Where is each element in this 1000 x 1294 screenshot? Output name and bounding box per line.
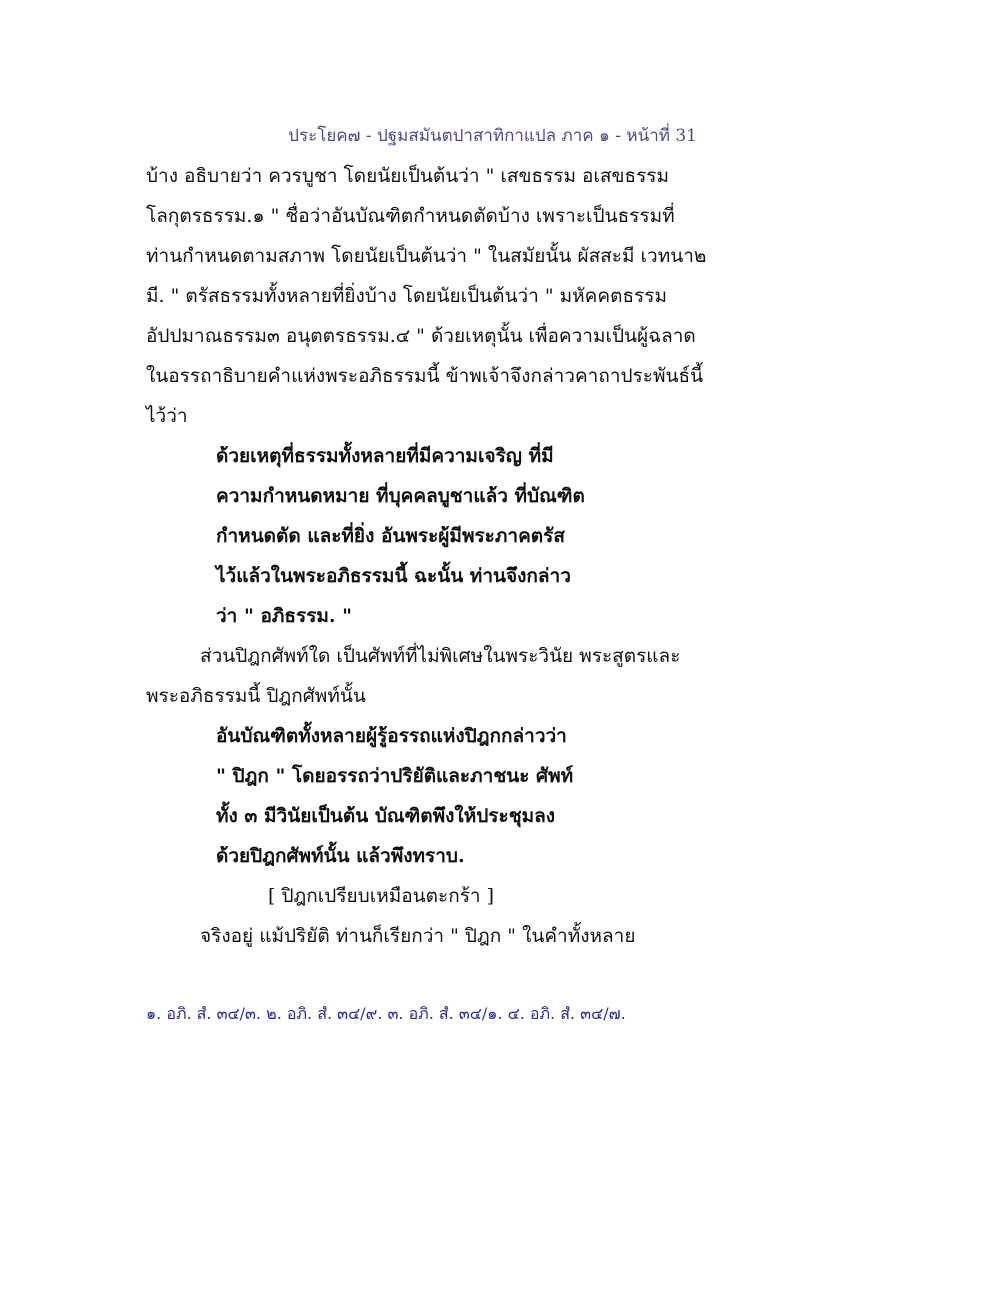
text-line: ส่วนปิฎกศัพท์ใด เป็นศัพท์ที่ไม่พิเศษในพระวินัย พระสูตรและ — [200, 645, 681, 667]
text-line: ในอรรถาธิบายคำแห่งพระอภิธรรมนี้ ข้าพเจ้าจึงกล่าวคาถาประพันธ์นี้ — [146, 365, 704, 387]
footnotes: ๑. อภิ. สํ. ๓๔/๓. ๒. อภิ. สํ. ๓๔/๙. ๓. อภิ. สํ. ๓๔/๑. ๔. อภิ. สํ. ๓๔/๗. — [146, 1004, 626, 1023]
verse-line: ทั้ง ๓ มีวินัยเป็นต้น บัณฑิตพึงให้ประชุมลง — [216, 805, 556, 827]
verse-1 — [146, 436, 706, 636]
text-line: อัปปมาณธรรม๓ อนุตตรธรรม.๔ " ด้วยเหตุนั้น เพื่อความเป็นผู้ฉลาด — [146, 325, 696, 347]
text-line: โลกุตรธรรม.๑ " ชื่อว่าอันบัณฑิตกำหนดตัดบ้าง เพราะเป็นธรรมที่ — [146, 205, 675, 227]
verse-line: ด้วยเหตุที่ธรรมทั้งหลายที่มีความเจริญ ที่มี — [216, 445, 554, 467]
verse-line: ความกำหนดหมาย ที่บุคคลบูชาแล้ว ที่บัณฑิต — [216, 485, 585, 507]
verse-line: กำหนดตัด และที่ยิ่ง อันพระผู้มีพระภาคตรัส — [216, 525, 565, 547]
section-subheading: [ ปิฎกเปรียบเหมือนตะกร้า ] — [268, 885, 495, 907]
text-line: มี. " ตรัสธรรมทั้งหลายที่ยิ่งบ้าง โดยนัยเป็นต้นว่า " มหัคคตธรรม — [146, 285, 667, 307]
paragraph-3: จริงอยู่ แม้ปริยัติ ท่านก็เรียกว่า " ปิฎก " ในคำทั้งหลาย — [200, 925, 636, 947]
page-header: ประโยค๗ - ปฐมสมันตปาสาทิกาแปล ภาค ๑ - หน้าที่ 31 — [288, 126, 697, 146]
text-line: ไว้ว่า — [146, 405, 188, 427]
body-text — [146, 156, 706, 956]
text-line: พระอภิธรรมนี้ ปิฎกศัพท์นั้น — [146, 685, 366, 707]
verse-line: " ปิฎก " โดยอรรถว่าปริยัติและภาชนะ ศัพท์ — [216, 765, 574, 787]
verse-line: อันบัณฑิตทั้งหลายผู้รู้อรรถแห่งปิฎกกล่าวว่า — [216, 725, 567, 747]
paragraph-1 — [146, 156, 706, 436]
verse-line: ไว้แล้วในพระอภิธรรมนี้ ฉะนั้น ท่านจึงกล่าว — [216, 565, 571, 587]
verse-line: ว่า " อภิธรรม. " — [216, 605, 353, 627]
text-line: บ้าง อธิบายว่า ควรบูชา โดยนัยเป็นต้นว่า " เสขธรรม อเสขธรรม — [146, 165, 670, 187]
paragraph-2 — [146, 636, 706, 716]
verse-line: ด้วยปิฎกศัพท์นั้น แล้วพึงทราบ. — [216, 845, 465, 867]
text-line: ท่านกำหนดตามสภาพ โดยนัยเป็นต้นว่า " ในสมัยนั้น ผัสสะมี เวทนา๒ — [146, 245, 707, 267]
verse-2 — [146, 716, 706, 876]
